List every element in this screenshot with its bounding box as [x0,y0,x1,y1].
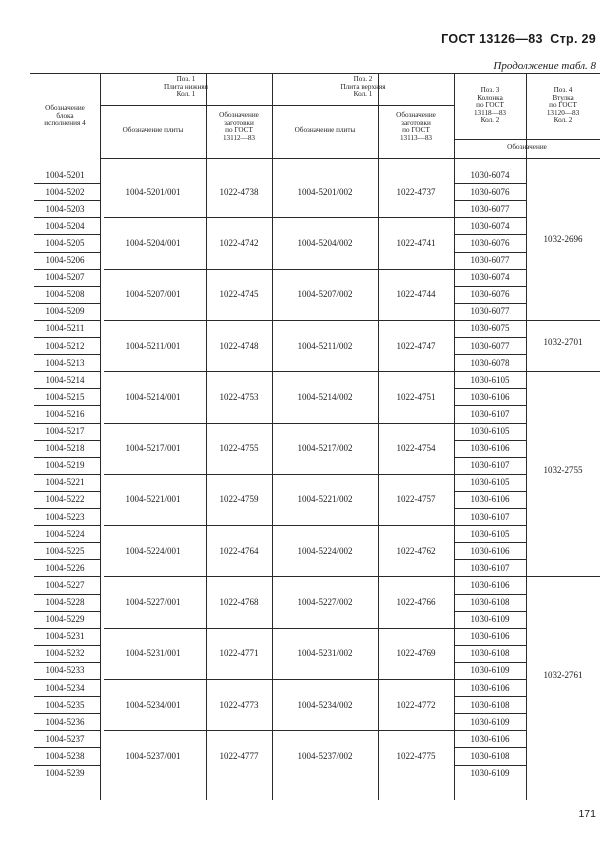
group-rule [104,628,454,629]
row-rule [454,200,526,201]
column-pos3-cell: 1030-6108 [470,750,510,761]
pos2-blank-cell: 1022-4772 [396,699,436,710]
designation-cell: 1004-5224 [45,528,85,539]
designation-cell: 1004-5232 [45,648,85,659]
designation-cell: 1004-5234 [45,682,85,693]
row-rule [454,765,526,766]
page-label: Стр. 29 [550,32,596,46]
pos3-header-line: Кол. 2 [480,116,500,125]
designation-cell: 1004-5236 [45,716,85,727]
row-rule [34,337,100,338]
pos2-blank-header-line: Обозначение [396,111,436,119]
designation-cell: 1004-5228 [45,597,85,608]
row-rule [34,525,100,526]
pos1-blank-cell: 1022-4738 [219,186,259,197]
row-rule [454,713,526,714]
designation-subheader-line: Обозначение [507,143,547,151]
pos1-blank-cell: 1022-4753 [219,391,259,402]
pos4-header-line: 13120—83 [546,108,580,117]
designation-cell: 1004-5203 [45,203,85,214]
designation-cell: 1004-5219 [45,460,85,471]
row-rule [454,491,526,492]
designation-header-line: исполнения 4 [44,119,86,128]
column-rule [378,73,379,800]
designation-cell: 1004-5204 [45,220,85,231]
column-pos3-cell: 1030-6109 [470,665,510,676]
column-pos3-cell: 1030-6107 [470,511,510,522]
designation-header-line: Обозначение [45,104,85,112]
pos3-header-line: Поз. 3 [480,86,500,94]
column-pos3-cell: 1030-6077 [470,306,510,317]
pos4-header [527,87,599,125]
pos1-blank-cell: 1022-4768 [219,597,259,608]
pos3-header-line: по ГОСТ [476,101,504,110]
column-rule [526,73,527,800]
pos2-plate-cell: 1004-5207/002 [297,289,353,300]
row-rule [34,662,100,663]
row-rule [34,200,100,201]
pos4-header-line: по ГОСТ [549,101,577,110]
designation-header [30,105,100,128]
row-rule [454,217,526,218]
pos3-header-line: 13118—83 [473,108,507,117]
pos1-plate-cell: 1004-5207/001 [125,289,181,300]
designation-cell: 1004-5222 [45,494,85,505]
pos4-bushing-cell: 1032-2696 [543,233,583,244]
pos4-bushing-cell: 1032-2761 [543,670,583,680]
column-pos3-cell: 1030-6106 [470,391,510,402]
column-pos3-cell: 1030-6076 [470,186,510,197]
pos2-plate-cell: 1004-5231/002 [297,648,353,659]
column-pos3-cell: 1030-6077 [470,340,510,351]
column-pos3-cell: 1030-6106 [470,443,510,454]
designation-header-line: блока [56,111,74,120]
row-rule [34,440,100,441]
row-rule [34,765,100,766]
pos2-plate-cell: 1004-5211/002 [297,340,353,351]
pos1-header [111,76,261,99]
header-bottom-rule-right [454,158,600,159]
row-rule [34,423,100,424]
row-rule [34,542,100,543]
pos2-plate-cell: 1004-5234/002 [297,699,353,710]
group-rule [104,217,454,218]
column-pos3-cell: 1030-6106 [470,579,510,590]
group-rule [104,474,454,475]
row-rule [454,696,526,697]
row-rule [34,457,100,458]
row-rule [34,269,100,270]
row-rule [454,559,526,560]
pos2-plate-cell: 1004-5204/002 [297,237,353,248]
designation-cell: 1004-5221 [45,477,85,488]
designation-cell: 1004-5212 [45,340,85,351]
row-rule [454,747,526,748]
row-rule [34,645,100,646]
pos1-blank-cell: 1022-4748 [219,340,259,351]
row-rule [454,320,526,321]
column-rule [100,73,101,800]
row-rule [454,645,526,646]
pos1-plate-cell: 1004-5204/001 [125,237,181,248]
group-rule [104,730,454,731]
column-pos3-cell: 1030-6074 [470,169,510,180]
row-rule [454,354,526,355]
designation-cell: 1004-5239 [45,768,85,779]
pos1-header-line: Кол. 1 [176,90,196,99]
column-pos3-cell: 1030-6074 [470,220,510,231]
pos4-header-line: Кол. 2 [553,116,573,125]
pos2-plate-cell: 1004-5227/002 [297,597,353,608]
pos1-blank-cell: 1022-4742 [219,237,259,248]
designation-cell: 1004-5217 [45,426,85,437]
row-rule [34,405,100,406]
designation-cell: 1004-5227 [45,579,85,590]
column-pos3-cell: 1030-6107 [470,562,510,573]
column-pos3-cell: 1030-6107 [470,460,510,471]
row-rule [34,234,100,235]
row-rule [454,183,526,184]
gost-number: ГОСТ 13126—83 [441,32,543,46]
group-rule [104,423,454,424]
row-rule [454,371,526,372]
row-rule [34,730,100,731]
row-rule [34,217,100,218]
designation-cell: 1004-5202 [45,186,85,197]
row-rule [34,747,100,748]
designation-cell: 1004-5238 [45,750,85,761]
row-rule [34,628,100,629]
pos2-plate-cell: 1004-5201/002 [297,186,353,197]
pos1-blank-cell: 1022-4777 [219,750,259,761]
group-rule [104,371,454,372]
pos2-header-line: Поз. 2 [353,75,373,83]
header-pos34-rule [454,139,600,140]
column-pos3-cell: 1030-6108 [470,699,510,710]
pos1-plate-cell: 1004-5231/001 [125,648,181,659]
row-rule [454,405,526,406]
group-rule [104,269,454,270]
pos2-blank-cell: 1022-4737 [396,186,436,197]
row-rule [454,388,526,389]
row-rule [34,611,100,612]
row-rule [34,679,100,680]
column-pos3-cell: 1030-6076 [470,289,510,300]
pos1-blank-header-line: Обозначение [219,111,259,119]
row-rule [454,594,526,595]
row-rule [34,696,100,697]
designation-cell: 1004-5218 [45,443,85,454]
pos2-blank-cell: 1022-4762 [396,545,436,556]
pos2-blank-cell: 1022-4744 [396,289,436,300]
row-rule [34,508,100,509]
designation-cell: 1004-5235 [45,699,85,710]
pos1-plate-cell: 1004-5237/001 [125,750,181,761]
row-rule [34,594,100,595]
column-pos3-cell: 1030-6077 [470,255,510,266]
column-pos3-cell: 1030-6078 [470,357,510,368]
pos3-header [455,87,525,125]
header-bottom-rule [100,158,454,159]
row-rule [454,269,526,270]
designation-cell: 1004-5226 [45,562,85,573]
pos2-header-line: Плита верхняя [340,82,386,91]
row-rule [34,576,100,577]
pos2-plate-header [273,127,377,135]
page-number: 171 [578,808,596,820]
designation-cell: 1004-5231 [45,631,85,642]
row-rule [34,491,100,492]
row-rule [34,559,100,560]
column-rule [272,73,273,800]
designation-cell: 1004-5233 [45,665,85,676]
column-rule [454,73,455,800]
pos2-plate-cell: 1004-5217/002 [297,443,353,454]
pos1-blank-header-line: заготовки [224,118,254,127]
bushing-rule [526,576,600,577]
designation-cell: 1004-5214 [45,374,85,385]
pos1-plate-cell: 1004-5201/001 [125,186,181,197]
pos2-header-line: Кол. 1 [353,90,373,99]
pos4-header-line: Поз. 4 [553,86,573,94]
pos1-blank-header-line: 13112—83 [222,133,256,142]
pos1-blank-cell: 1022-4759 [219,494,259,505]
pos2-blank-header-line: по ГОСТ [402,126,430,135]
row-rule [34,286,100,287]
row-rule [454,440,526,441]
header-mid-rule [100,105,454,106]
row-rule [454,508,526,509]
row-rule [454,457,526,458]
pos1-plate-cell: 1004-5234/001 [125,699,181,710]
pos2-plate-cell: 1004-5224/002 [297,545,353,556]
pos2-blank-header-line: заготовки [401,118,431,127]
column-pos3-cell: 1030-6109 [470,614,510,625]
pos1-plate-header-line: Обозначение плиты [122,126,184,134]
row-rule [34,713,100,714]
pos3-header-line: Колонка [477,93,503,102]
column-pos3-cell: 1030-6105 [470,477,510,488]
column-pos3-cell: 1030-6109 [470,768,510,779]
designation-cell: 1004-5209 [45,306,85,317]
row-rule [454,611,526,612]
column-pos3-cell: 1030-6107 [470,408,510,419]
designation-cell: 1004-5215 [45,391,85,402]
pos2-blank-cell: 1022-4754 [396,443,436,454]
pos2-plate-cell: 1004-5221/002 [297,494,353,505]
pos2-blank-header [379,112,453,142]
row-rule [454,286,526,287]
row-rule [454,679,526,680]
designation-cell: 1004-5216 [45,408,85,419]
row-rule [454,252,526,253]
designation-cell: 1004-5229 [45,614,85,625]
pos1-plate-cell: 1004-5221/001 [125,494,181,505]
row-rule [34,252,100,253]
pos2-blank-cell: 1022-4741 [396,237,436,248]
column-pos3-cell: 1030-6108 [470,597,510,608]
pos2-blank-cell: 1022-4766 [396,597,436,608]
row-rule [34,371,100,372]
pos2-blank-cell: 1022-4775 [396,750,436,761]
table-continuation: Продолжение табл. 8 [493,60,596,72]
pos1-plate-cell: 1004-5224/001 [125,545,181,556]
column-pos3-cell: 1030-6105 [470,528,510,539]
row-rule [454,303,526,304]
column-pos3-cell: 1030-6108 [470,648,510,659]
row-rule [454,542,526,543]
pos1-plate-cell: 1004-5227/001 [125,597,181,608]
row-rule [34,320,100,321]
row-rule [454,730,526,731]
pos4-header-line: Втулка [552,93,574,102]
pos2-plate-header-line: Обозначение плиты [294,126,356,134]
designation-cell: 1004-5201 [45,169,85,180]
bushing-rule [526,371,600,372]
column-pos3-cell: 1030-6076 [470,237,510,248]
column-pos3-cell: 1030-6106 [470,733,510,744]
column-pos3-cell: 1030-6105 [470,426,510,437]
pos4-bushing-cell: 1032-2701 [543,336,583,347]
pos1-blank-cell: 1022-4771 [219,648,259,659]
pos1-plate-header [101,127,205,135]
group-rule [104,525,454,526]
column-pos3-cell: 1030-6074 [470,272,510,283]
designation-cell: 1004-5211 [45,323,85,334]
designation-cell: 1004-5206 [45,255,85,266]
pos4-bushing-cell: 1032-2755 [543,464,583,475]
row-rule [454,662,526,663]
column-pos3-cell: 1030-6109 [470,716,510,727]
pos1-blank-cell: 1022-4764 [219,545,259,556]
row-rule [454,576,526,577]
column-pos3-cell: 1030-6106 [470,631,510,642]
designation-cell: 1004-5223 [45,511,85,522]
pos1-plate-cell: 1004-5214/001 [125,391,181,402]
designation-cell: 1004-5207 [45,272,85,283]
row-rule [34,183,100,184]
group-rule [104,679,454,680]
designation-cell: 1004-5237 [45,733,85,744]
row-rule [454,474,526,475]
designation-cell: 1004-5205 [45,237,85,248]
pos1-plate-cell: 1004-5217/001 [125,443,181,454]
designation-cell: 1004-5225 [45,545,85,556]
column-rule [206,73,207,800]
row-rule [454,337,526,338]
pos2-blank-cell: 1022-4751 [396,391,436,402]
pos2-plate-cell: 1004-5237/002 [297,750,353,761]
pos2-header [283,76,443,99]
designation-cell: 1004-5213 [45,357,85,368]
row-rule [34,474,100,475]
row-rule [454,423,526,424]
column-pos3-cell: 1030-6077 [470,203,510,214]
pos1-blank-cell: 1022-4773 [219,699,259,710]
column-pos3-cell: 1030-6105 [470,374,510,385]
pos2-blank-cell: 1022-4757 [396,494,436,505]
column-pos3-cell: 1030-6106 [470,682,510,693]
group-rule [104,576,454,577]
designation-cell: 1004-5208 [45,289,85,300]
pos2-plate-cell: 1004-5214/002 [297,391,353,402]
group-rule [104,320,454,321]
row-rule [34,303,100,304]
pos1-blank-cell: 1022-4745 [219,289,259,300]
table-top-rule [30,73,600,74]
row-rule [34,354,100,355]
column-pos3-cell: 1030-6106 [470,545,510,556]
row-rule [454,628,526,629]
column-pos3-cell: 1030-6106 [470,494,510,505]
row-rule [454,234,526,235]
pos1-blank-header [207,112,271,142]
pos2-blank-cell: 1022-4769 [396,648,436,659]
pos1-blank-header-line: по ГОСТ [225,126,253,135]
row-rule [454,525,526,526]
column-pos3-cell: 1030-6075 [470,323,510,334]
pos2-blank-cell: 1022-4747 [396,340,436,351]
pos2-blank-header-line: 13113—83 [399,133,433,142]
pos1-header-line: Поз. 1 [176,75,196,83]
row-rule [34,388,100,389]
bushing-rule [526,320,600,321]
pos1-header-line: Плита нижняя [164,82,208,91]
pos1-blank-cell: 1022-4755 [219,443,259,454]
pos1-plate-cell: 1004-5211/001 [125,340,181,351]
designation-subheader [457,144,597,152]
